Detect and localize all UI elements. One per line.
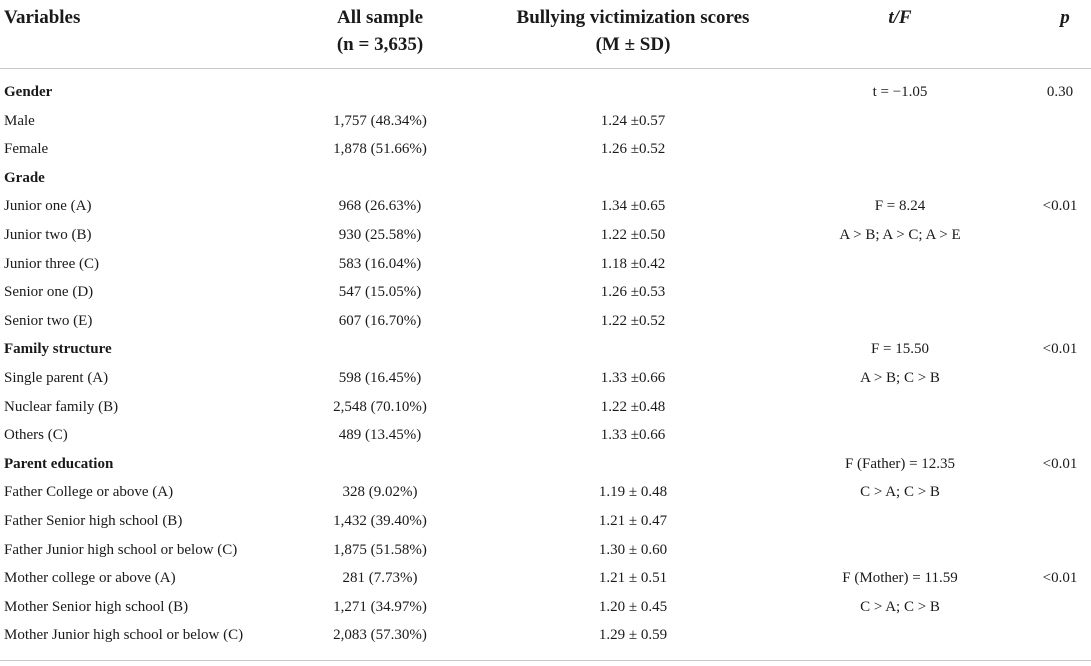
variable-cell: Father College or above (A)	[4, 484, 174, 501]
tf-cell: A > B; A > C; A > E	[839, 226, 961, 243]
variable-cell: Senior two (E)	[4, 312, 93, 329]
sample-cell: 607 (16.70%)	[338, 312, 422, 329]
variable-cell: Gender	[4, 84, 53, 100]
header-divider	[0, 68, 1091, 69]
header-bullying-scores	[497, 4, 769, 58]
score-cell: 1.18 ±0.42	[600, 255, 666, 272]
table-body	[0, 78, 1091, 650]
table-row	[0, 278, 1091, 307]
sample-cell: 1,271 (34.97%)	[333, 598, 427, 615]
score-cell: 1.33 ±0.66	[600, 427, 666, 444]
sample-cell: 968 (26.63%)	[338, 198, 422, 215]
sample-cell: 1,878 (51.66%)	[333, 141, 427, 158]
tf-cell: C > A; C > B	[860, 484, 940, 501]
table-row	[0, 564, 1091, 593]
table-row	[0, 135, 1091, 164]
p-cell: <0.01	[1042, 341, 1078, 358]
table-bottom-rule	[0, 660, 1091, 661]
header-all-sample	[290, 4, 470, 58]
variable-cell: Junior three (C)	[4, 255, 99, 272]
variable-cell: Male	[4, 112, 35, 129]
variable-cell: Senior one (D)	[4, 284, 94, 301]
sample-cell: 583 (16.04%)	[338, 255, 422, 272]
table-row	[0, 393, 1091, 422]
p-cell: <0.01	[1042, 570, 1078, 587]
variable-cell: Junior two (B)	[4, 226, 92, 243]
sample-cell: 598 (16.45%)	[338, 369, 422, 386]
sample-cell: 489 (13.45%)	[338, 427, 422, 444]
table-row	[0, 421, 1091, 450]
table-row	[0, 507, 1091, 536]
variable-cell: Mother college or above (A)	[4, 570, 176, 587]
variable-cell: Nuclear family (B)	[4, 398, 119, 415]
tf-cell: C > A; C > B	[860, 598, 940, 615]
variable-cell: Mother Junior high school or below (C)	[4, 627, 244, 644]
table-row	[0, 307, 1091, 336]
sample-cell: 930 (25.58%)	[338, 226, 422, 243]
tf-cell: t = −1.05	[872, 84, 928, 100]
p-cell: <0.01	[1042, 455, 1078, 472]
table-row	[0, 250, 1091, 279]
sample-cell: 2,083 (57.30%)	[333, 627, 427, 644]
sample-cell: 328 (9.02%)	[342, 484, 418, 501]
table-header	[0, 0, 1091, 68]
variable-cell: Father Senior high school (B)	[4, 512, 183, 529]
variable-cell: Father Junior high school or below (C)	[4, 541, 238, 558]
score-cell: 1.22 ±0.48	[600, 398, 666, 415]
table-row	[0, 364, 1091, 393]
variable-cell: Mother Senior high school (B)	[4, 598, 189, 615]
score-cell: 1.29 ± 0.59	[598, 627, 668, 644]
header-variables: Variables	[4, 7, 81, 28]
table-row	[0, 192, 1091, 221]
header-bullying-line2: (M ± SD)	[595, 34, 671, 55]
table-row	[0, 478, 1091, 507]
table-row	[0, 221, 1091, 250]
header-tf: t/F	[888, 7, 912, 28]
tf-cell: A > B; C > B	[860, 369, 940, 386]
variable-cell: Grade	[4, 169, 45, 186]
sample-cell: 1,875 (51.58%)	[333, 541, 427, 558]
score-cell: 1.22 ±0.50	[600, 226, 666, 243]
score-cell: 1.21 ± 0.47	[598, 512, 668, 529]
tf-cell: F = 8.24	[874, 198, 926, 215]
variable-cell: Others (C)	[4, 427, 68, 444]
table-row	[0, 536, 1091, 565]
tf-cell: F = 15.50	[870, 341, 930, 358]
score-cell: 1.22 ±0.52	[600, 312, 666, 329]
score-cell: 1.19 ± 0.48	[598, 484, 668, 501]
tf-cell: F (Father) = 12.35	[844, 455, 956, 472]
p-cell: <0.01	[1042, 198, 1078, 215]
table-row	[0, 621, 1091, 650]
variable-cell: Junior one (A)	[4, 198, 92, 215]
section-row	[0, 164, 1091, 193]
sample-cell: 1,432 (39.40%)	[333, 512, 427, 529]
header-all-sample-line1: All sample	[336, 7, 424, 28]
score-cell: 1.20 ± 0.45	[598, 598, 668, 615]
header-bullying-line1: Bullying victimization scores	[516, 7, 750, 28]
sample-cell: 281 (7.73%)	[342, 570, 418, 587]
score-cell: 1.26 ±0.52	[600, 141, 666, 158]
header-all-sample-line2: (n = 3,635)	[336, 34, 424, 55]
section-row	[0, 78, 1091, 107]
score-cell: 1.33 ±0.66	[600, 369, 666, 386]
tf-cell: F (Mother) = 11.59	[842, 570, 958, 587]
variable-cell: Female	[4, 141, 49, 158]
variable-cell: Parent education	[4, 455, 114, 472]
p-cell: 0.30	[1046, 84, 1074, 100]
score-cell: 1.34 ±0.65	[600, 198, 666, 215]
score-cell: 1.30 ± 0.60	[598, 541, 668, 558]
table-row	[0, 593, 1091, 622]
score-cell: 1.26 ±0.53	[600, 284, 666, 301]
section-row	[0, 450, 1091, 479]
sample-cell: 2,548 (70.10%)	[333, 398, 427, 415]
sample-cell: 547 (15.05%)	[338, 284, 422, 301]
variable-cell: Single parent (A)	[4, 369, 109, 386]
sample-cell: 1,757 (48.34%)	[333, 112, 427, 129]
score-cell: 1.21 ± 0.51	[598, 570, 668, 587]
table-row	[0, 107, 1091, 136]
section-row	[0, 335, 1091, 364]
variable-cell: Family structure	[4, 341, 112, 358]
header-p: p	[1060, 7, 1070, 28]
score-cell: 1.24 ±0.57	[600, 112, 666, 129]
